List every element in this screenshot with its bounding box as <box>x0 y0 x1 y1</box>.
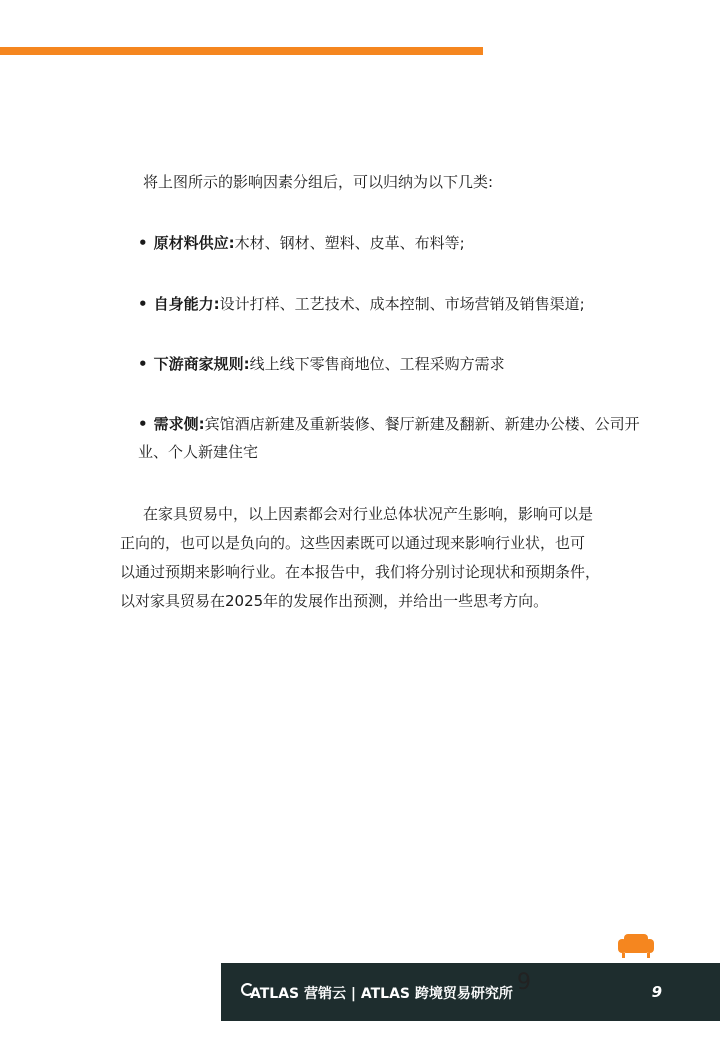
paragraph-line: 在家具贸易中，以上因素都会对行业总体状况产生影响，影响可以是 <box>143 505 594 523</box>
paragraph-line: 以对家具贸易在2025年的发展作出预测，并给出一些思考方向。 <box>120 592 549 610</box>
bullet-text: 木材、钢材、塑料、皮革、布料等; <box>234 234 465 252</box>
paragraph-line: 以通过预期来影响行业。在本报告中，我们将分别讨论现状和预期条件， <box>120 563 601 581</box>
bullet-label: 需求侧: <box>153 415 205 433</box>
bullet-item <box>138 410 658 466</box>
bullet-text: 宾馆酒店新建及重新装修、餐厅新建及翻新、新建办公楼、公司开业、个人新建住宅 <box>138 415 640 461</box>
top-accent-bar <box>0 47 483 55</box>
bullet-marker: • <box>138 355 148 373</box>
bullet-marker: • <box>138 295 148 313</box>
sofa-icon <box>616 930 656 960</box>
body-paragraph <box>120 500 650 616</box>
ghost-page-number: 9 <box>517 970 531 995</box>
bullet-label: 自身能力: <box>153 295 220 313</box>
footer-brand-text: ATLAS 营销云 | ATLAS 跨境贸易研究所 <box>250 986 513 1002</box>
bullet-marker: • <box>138 234 148 252</box>
paragraph-line: 正向的，也可以是负向的。这些因素既可以通过现来影响行业状，也可 <box>120 534 586 552</box>
bullet-text: 线上线下零售商地位、工程采购方需求 <box>249 355 505 373</box>
intro-text: 将上图所示的影响因素分组后，可以归纳为以下几类: <box>143 173 494 191</box>
bullet-item <box>138 350 658 378</box>
bullet-marker: • <box>138 415 148 433</box>
bullet-item <box>138 290 658 318</box>
bullet-label: 原材料供应: <box>153 234 235 252</box>
bullet-item <box>138 229 658 257</box>
page-number: 9 <box>651 983 662 1001</box>
footer-brand <box>241 983 513 1003</box>
bullet-label: 下游商家规则: <box>153 355 250 373</box>
footer-bar <box>221 963 720 1021</box>
bullet-text: 设计打样、工艺技术、成本控制、市场营销及销售渠道; <box>219 295 585 313</box>
